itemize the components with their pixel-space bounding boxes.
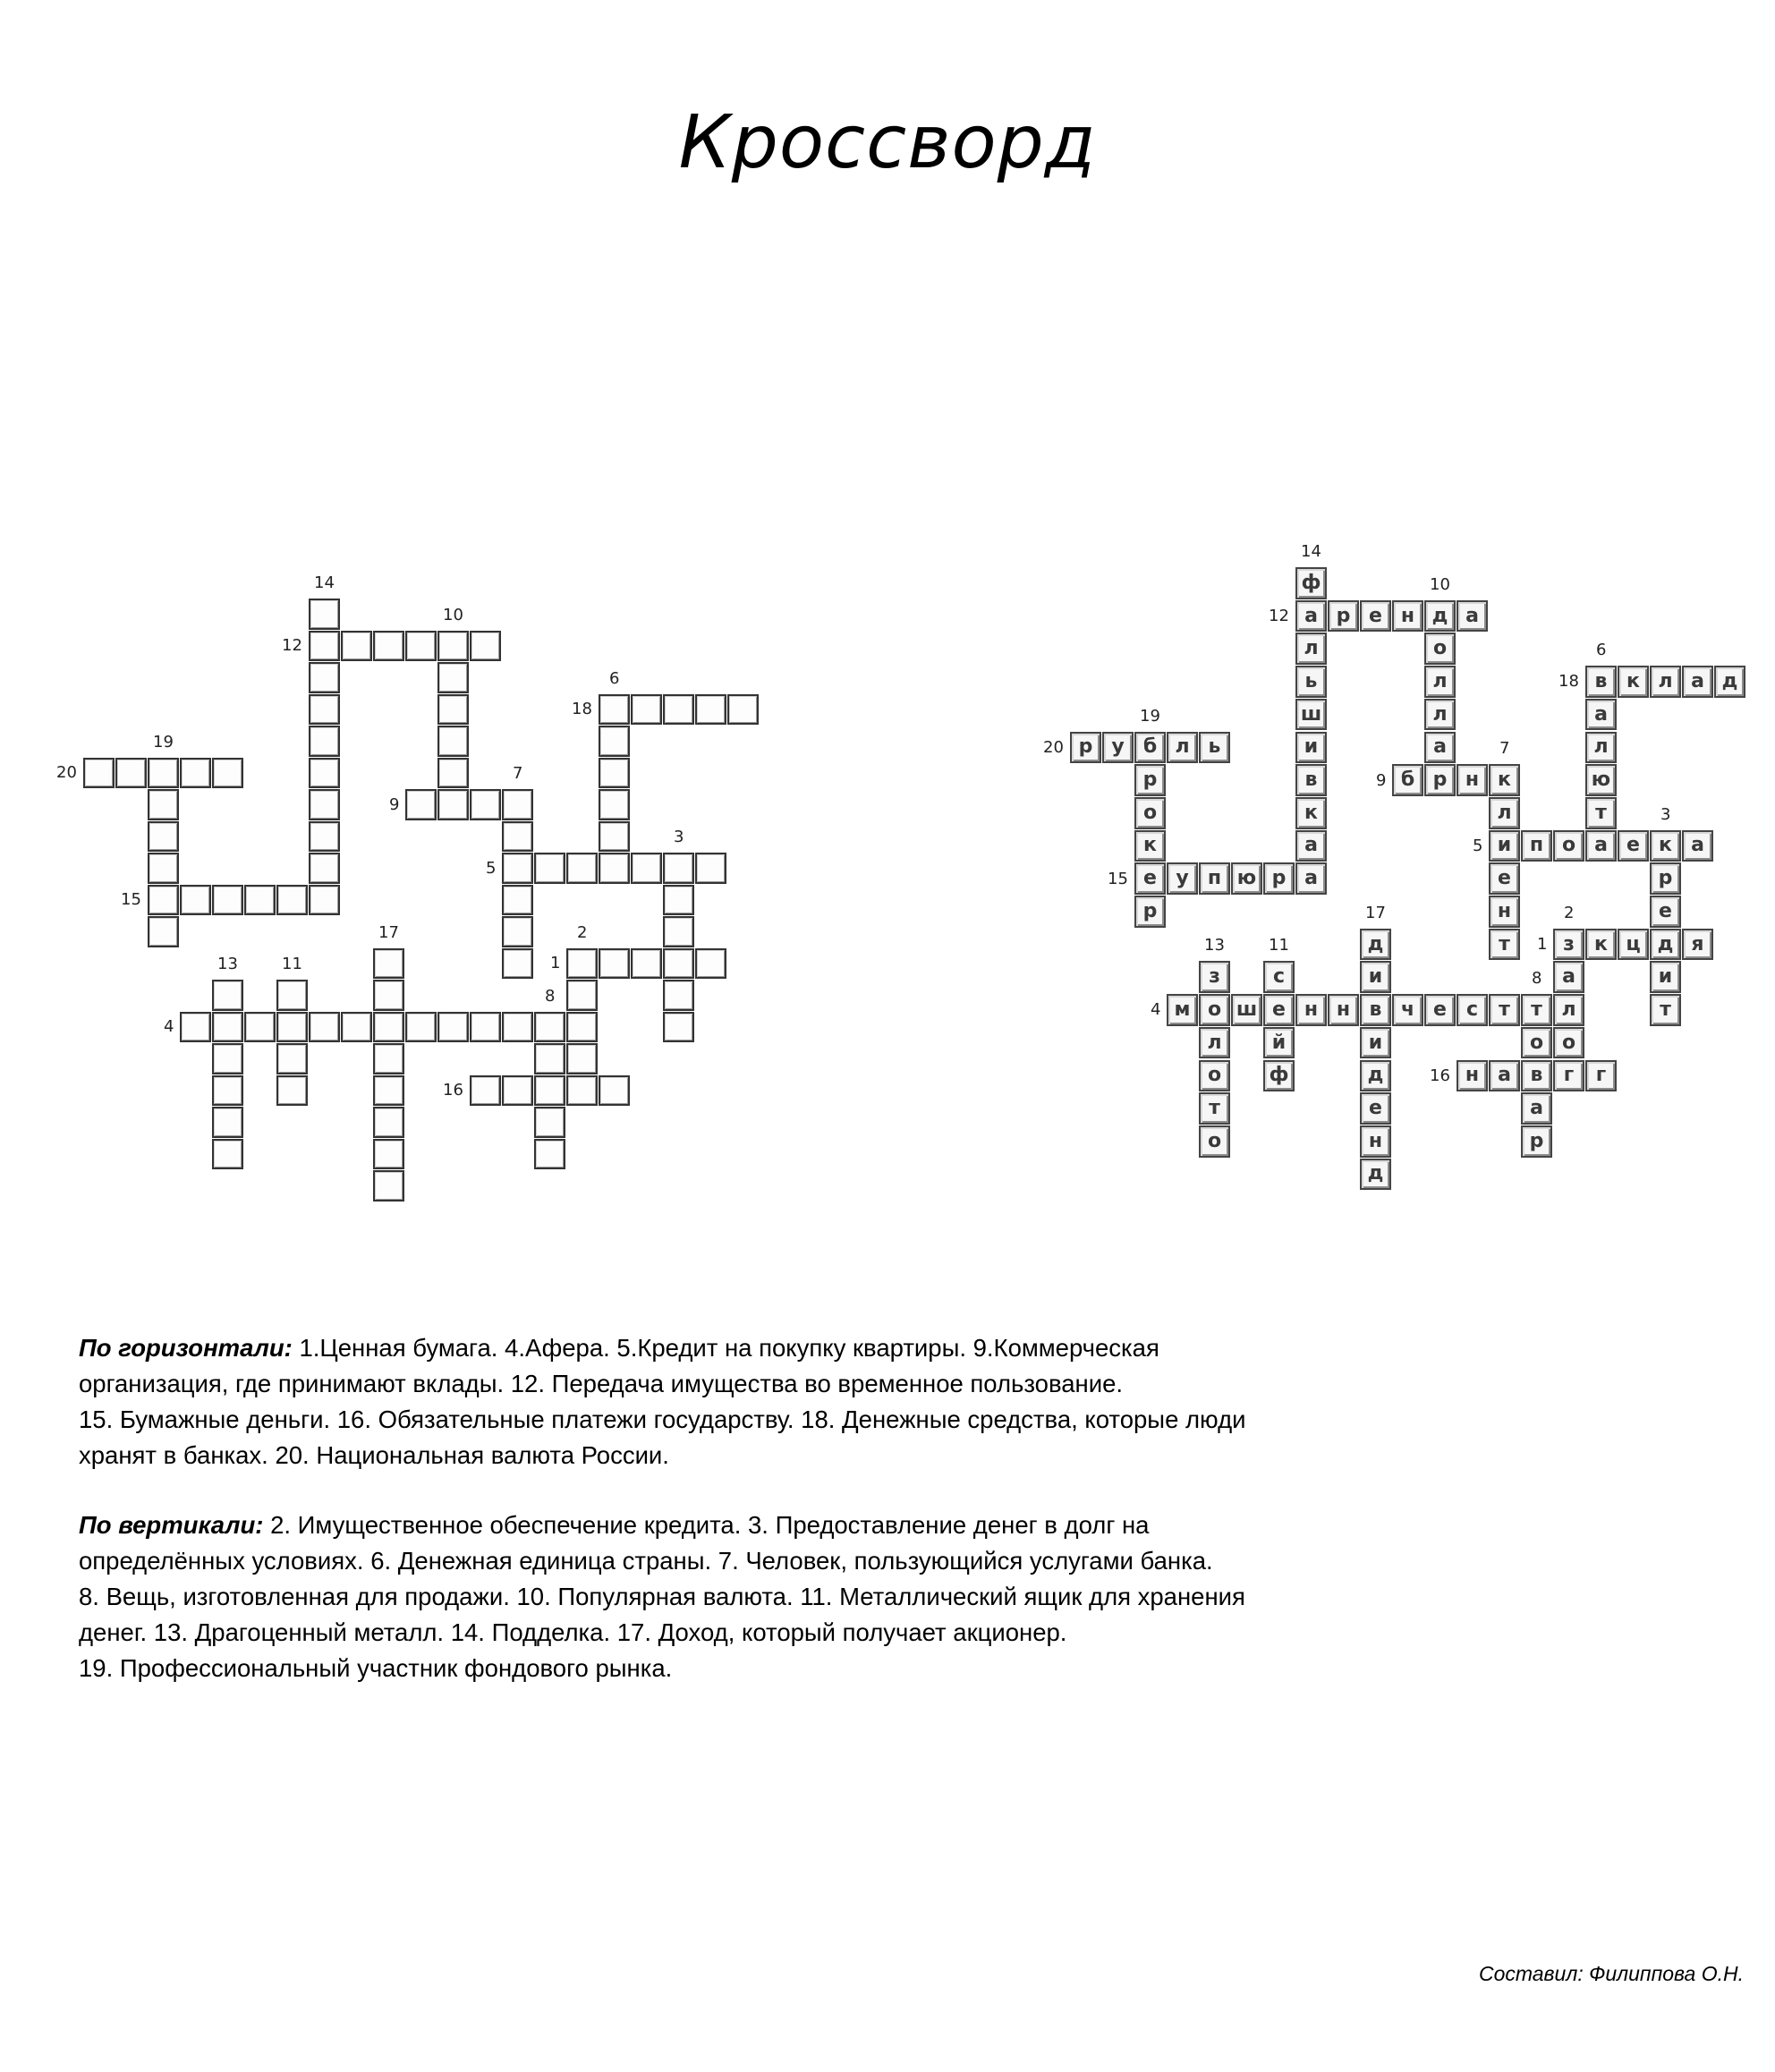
answer-cell: ь [1199, 732, 1230, 764]
clue-number: 17 [1365, 903, 1386, 922]
answer-cell: к [1650, 830, 1681, 862]
answer-cell: н [1489, 896, 1520, 928]
answer-cell: ш [1231, 994, 1262, 1026]
clues-across [79, 1330, 1358, 1473]
clue-number: 19 [1140, 706, 1160, 726]
answer-cell: в [1585, 666, 1617, 698]
answer-cell: к [1134, 830, 1166, 862]
answer-cell: п [1199, 862, 1230, 895]
clue-number: 3 [674, 828, 684, 846]
answer-cell: н [1457, 764, 1488, 796]
clue-number: 16 [1430, 1066, 1450, 1085]
answer-cell: о [1199, 1060, 1230, 1092]
answer-cell: о [1553, 830, 1584, 862]
answer-cell: а [1457, 600, 1488, 633]
answer-cell: ь [1295, 666, 1327, 698]
clue-number: 17 [378, 922, 399, 942]
clue-line: 1.Ценная бумага. 4.Афера. 5.Кредит на покупку квартиры. 9.Коммерческая [292, 1334, 1159, 1362]
answer-cell: с [1263, 961, 1295, 993]
clue-number: 8 [1532, 969, 1542, 989]
clue-number: 3 [1660, 804, 1671, 824]
answer-cell: о [1199, 994, 1230, 1026]
answer-cell: г [1585, 1060, 1617, 1092]
answer-cell: д [1360, 929, 1391, 961]
answer-cell: а [1521, 1092, 1552, 1125]
clue-number: 20 [1043, 737, 1064, 757]
clue-number: 18 [1558, 672, 1579, 692]
answer-cell: л [1585, 732, 1617, 764]
clue-number: 15 [121, 890, 141, 910]
clue-number: 10 [1430, 574, 1450, 594]
answer-cell: е [1134, 862, 1166, 895]
answer-cell: п [1521, 830, 1552, 862]
answer-cell: ч [1392, 994, 1423, 1026]
answer-cell: м [1167, 994, 1198, 1026]
answer-cell: р [1263, 862, 1295, 895]
answer-cell: л [1650, 666, 1681, 698]
clue-number: 12 [1269, 607, 1289, 626]
answer-cell: р [1328, 600, 1359, 633]
answer-cell: д [1650, 929, 1681, 961]
answer-cell: у [1102, 732, 1134, 764]
answer-cell: к [1489, 764, 1520, 796]
answer-cell: л [1424, 699, 1456, 731]
clue-number: 4 [1151, 1000, 1161, 1020]
answer-cell: е [1360, 1092, 1391, 1125]
answer-cell: ш [1295, 699, 1327, 731]
answer-cell: о [1521, 1027, 1552, 1059]
answer-cell: н [1328, 994, 1359, 1026]
answer-cell: р [1134, 764, 1166, 796]
answer-cell: а [1489, 1060, 1520, 1092]
clue-number: 6 [609, 668, 620, 688]
clue-line: денег. 13. Драгоценный металл. 14. Подделка. 17. Доход, который получает акционер. [79, 1618, 1067, 1646]
clue-number: 20 [56, 763, 77, 783]
clue-number: 11 [282, 955, 302, 973]
answer-cell: а [1682, 666, 1713, 698]
answer-cell: н [1295, 994, 1327, 1026]
answer-cell: к [1585, 929, 1617, 961]
answer-cell: а [1295, 830, 1327, 862]
clue-number: 5 [486, 858, 497, 878]
clue-line: организация, где принимают вклады. 12. Передача имущества во временное пользование. [79, 1370, 1124, 1397]
clue-number: 1 [550, 954, 561, 973]
answer-cell: е [1360, 600, 1391, 633]
answer-cell: а [1682, 830, 1713, 862]
answer-cell: у [1167, 862, 1198, 895]
answer-cell: д [1424, 600, 1456, 633]
clue-number: 7 [513, 764, 523, 783]
answer-cell: т [1489, 929, 1520, 961]
answer-cell: а [1553, 961, 1584, 993]
answer-cell: р [1070, 732, 1101, 764]
answer-cell: ф [1263, 1060, 1295, 1092]
answer-cell: а [1585, 699, 1617, 731]
answer-cell: т [1199, 1092, 1230, 1125]
clue-line: 2. Имущественное обеспечение кредита. 3. Предоставление денег в долг на [263, 1511, 1150, 1539]
clue-number: 18 [572, 700, 592, 719]
clue-number: 8 [545, 986, 556, 1006]
answer-cell: ю [1231, 862, 1262, 895]
answer-cell: е [1650, 896, 1681, 928]
answer-cell: л [1199, 1027, 1230, 1059]
clue-number: 13 [1204, 936, 1225, 955]
clue-line: 19. Профессиональный участник фондового рынка. [79, 1654, 673, 1682]
answer-cell: а [1585, 830, 1617, 862]
answer-cell: н [1457, 1060, 1488, 1092]
clue-number: 2 [577, 922, 588, 942]
clue-line: 15. Бумажные деньги. 16. Обязательные платежи государству. 18. Денежные средства, которые люди [79, 1405, 1246, 1433]
clues-down-heading: По вертикали: [79, 1511, 264, 1539]
answer-cell: в [1360, 994, 1391, 1026]
answer-cell: б [1134, 732, 1166, 764]
answer-cell: с [1457, 994, 1488, 1026]
clue-number: 5 [1473, 836, 1483, 855]
clue-line: хранят в банках. 20. Национальная валюта России. [79, 1441, 669, 1469]
clue-number: 16 [443, 1081, 463, 1100]
answer-cell: т [1585, 797, 1617, 829]
answer-cell: л [1167, 732, 1198, 764]
clues-down [79, 1507, 1358, 1686]
answer-cell: р [1134, 896, 1166, 928]
clue-number: 19 [153, 732, 174, 752]
clue-number: 12 [282, 636, 302, 656]
answer-cell: з [1199, 961, 1230, 993]
answer-cell: о [1553, 1027, 1584, 1059]
answer-cell: р [1424, 764, 1456, 796]
author-credit: Составил: Филиппова О.Н. [1478, 1962, 1744, 1985]
answer-cell: д [1360, 1159, 1391, 1191]
answer-cell: з [1553, 929, 1584, 961]
answer-cell: и [1295, 732, 1327, 764]
clue-line: определённых условиях. 6. Денежная единица страны. 7. Человек, пользующийся услугами банка. [79, 1547, 1213, 1575]
answer-cell: а [1424, 732, 1456, 764]
answer-cell: н [1392, 600, 1423, 633]
clue-number: 14 [1301, 542, 1321, 561]
answer-cell: и [1650, 961, 1681, 993]
page-title: Кроссворд [678, 100, 1097, 185]
clue-number: 15 [1108, 869, 1128, 888]
answer-cell: е [1263, 994, 1295, 1026]
answer-cell: о [1199, 1125, 1230, 1158]
answer-cell: е [1618, 830, 1649, 862]
clue-number: 4 [164, 1017, 174, 1037]
answer-cell: е [1424, 994, 1456, 1026]
answer-cell: я [1682, 929, 1713, 961]
answer-cell: а [1295, 600, 1327, 633]
answer-cell: и [1360, 961, 1391, 993]
answer-cell: т [1521, 994, 1552, 1026]
answer-cell: й [1263, 1027, 1295, 1059]
answer-cell: в [1521, 1060, 1552, 1092]
answer-cell: ф [1295, 567, 1327, 599]
clue-line: 8. Вещь, изготовленная для продажи. 10. Популярная валюта. 11. Металлический ящик для хранения [79, 1583, 1245, 1610]
answer-cell: б [1392, 764, 1423, 796]
clue-number: 9 [389, 794, 400, 814]
clue-number: 11 [1269, 936, 1289, 955]
answer-cell: а [1295, 862, 1327, 895]
answer-cell: т [1650, 994, 1681, 1026]
answer-cell: о [1134, 797, 1166, 829]
answer-cell: к [1618, 666, 1649, 698]
clue-number: 2 [1564, 903, 1575, 922]
answer-cell: л [1424, 666, 1456, 698]
answer-cell: л [1489, 797, 1520, 829]
clue-number: 1 [1537, 935, 1548, 955]
answer-cell: л [1295, 633, 1327, 665]
answer-cell: в [1295, 764, 1327, 796]
answer-cell: и [1489, 830, 1520, 862]
answer-cell: д [1360, 1060, 1391, 1092]
answer-cell: ю [1585, 764, 1617, 796]
clue-number: 10 [443, 605, 463, 624]
answer-cell: е [1489, 862, 1520, 895]
answer-cell: о [1424, 633, 1456, 665]
clue-number: 6 [1596, 641, 1607, 660]
clue-number: 14 [314, 573, 335, 592]
answer-cell: н [1360, 1125, 1391, 1158]
clue-number: 13 [217, 955, 238, 973]
answer-cell: р [1650, 862, 1681, 895]
answer-cell: ц [1618, 929, 1649, 961]
answer-cell: и [1360, 1027, 1391, 1059]
answer-cell: р [1521, 1125, 1552, 1158]
answer-cell: г [1553, 1060, 1584, 1092]
answer-cell: д [1714, 666, 1745, 698]
answer-cell: л [1553, 994, 1584, 1026]
clue-number: 7 [1499, 739, 1510, 759]
clue-number: 9 [1376, 770, 1387, 790]
answer-cell: к [1295, 797, 1327, 829]
clues-across-heading: По горизонтали: [79, 1334, 293, 1362]
answer-cell: т [1489, 994, 1520, 1026]
